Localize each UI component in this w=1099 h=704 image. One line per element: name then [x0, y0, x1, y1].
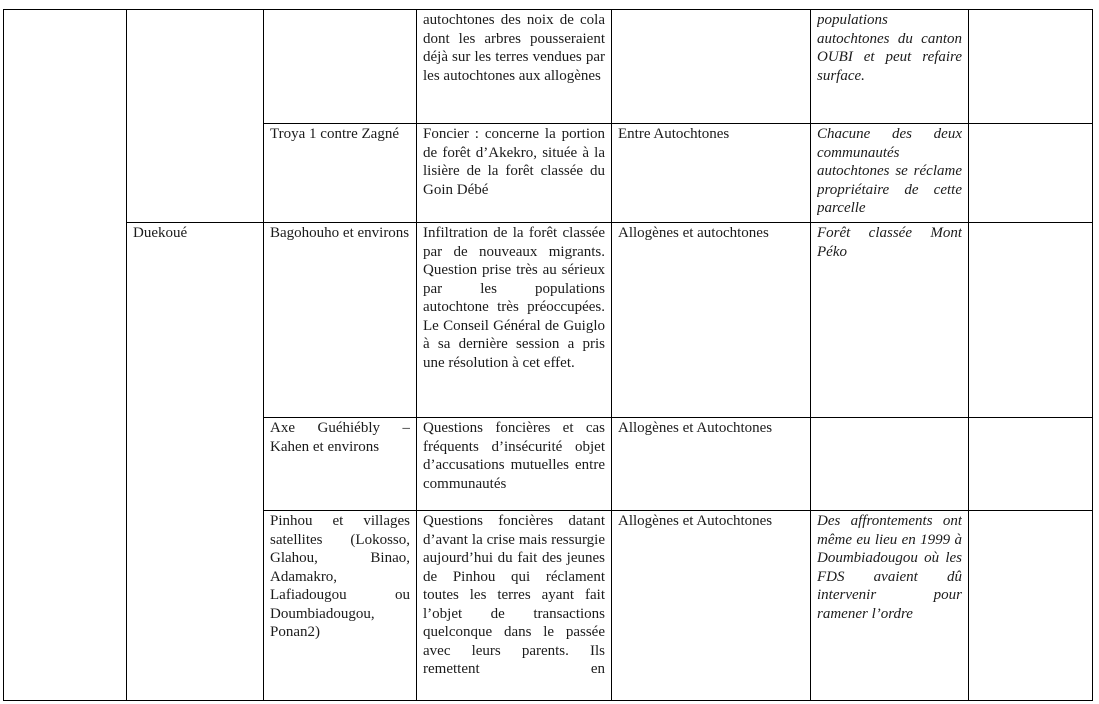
cell-region-blank — [4, 10, 127, 701]
cell-r1-parties-blank — [612, 10, 811, 124]
cell-r2-issue: Foncier : concerne la portion de forêt d’Akekro, située à la lisière de la forêt classée du Goin Débé — [417, 124, 612, 223]
cell-r4-site: Axe Guéhiébly – Kahen et environs — [264, 418, 417, 511]
cell-r1-observations: populations autochtones du canton OUBI et peut refaire surface. — [811, 10, 969, 124]
cell-r5-observations: Des affrontements ont même eu lieu en 1999 à Doumbiadougou où les FDS avaient dû intervenir pour ramener l’ordre — [811, 511, 969, 701]
cell-r5-site: Pinhou et villages satellites (Lokosso, Glahou, Binao, Adamakro, Lafiadougou ou Doumbiadougou, Ponan2) — [264, 511, 417, 701]
cell-r1-issue: autochtones des noix de cola dont les arbres pousseraient déjà sur les terres vendues par les autochtones aux allogènes — [417, 10, 612, 124]
cell-r5-last-blank — [969, 511, 1093, 701]
cell-department-blank — [127, 10, 264, 223]
cell-r3-last-blank — [969, 223, 1093, 418]
table-row-1 — [4, 10, 1093, 124]
cell-r2-site: Troya 1 contre Zagné — [264, 124, 417, 223]
cell-r4-issue: Questions foncières et cas fréquents d’insécurité objet d’accusations mutuelles entre communautés — [417, 418, 612, 511]
cell-r4-observations-blank — [811, 418, 969, 511]
cell-r5-issue: Questions foncières datant d’avant la crise mais ressurgie aujourd’hui du fait des jeunes de Pinhou qui réclament toutes les terres ayant fait l’objet de transactions quelconque dans le passée avec leurs parents. Ils remettent en — [417, 511, 612, 701]
cell-r1-site-blank — [264, 10, 417, 124]
cell-r1-last-blank — [969, 10, 1093, 124]
cell-r3-parties: Allogènes et autochtones — [612, 223, 811, 418]
conflicts-table — [3, 9, 1093, 701]
cell-r2-parties: Entre Autochtones — [612, 124, 811, 223]
cell-r2-last-blank — [969, 124, 1093, 223]
cell-r3-observations: Forêt classée Mont Péko — [811, 223, 969, 418]
cell-r5-parties: Allogènes et Autochtones — [612, 511, 811, 701]
cell-r2-observations: Chacune des deux communautés autochtones se réclame propriétaire de cette parcelle — [811, 124, 969, 223]
table-row-3 — [4, 223, 1093, 418]
cell-r4-last-blank — [969, 418, 1093, 511]
cell-department-duekoue: Duekoué — [127, 223, 264, 701]
cell-r3-issue: Infiltration de la forêt classée par de nouveaux migrants. Question prise très au sérieux par les populations autochtone très préoccupées. Le Conseil Général de Guiglo à sa dernière session a pris une résolution à cet effet. — [417, 223, 612, 418]
cell-r3-site: Bagohouho et environs — [264, 223, 417, 418]
cell-r4-parties: Allogènes et Autochtones — [612, 418, 811, 511]
